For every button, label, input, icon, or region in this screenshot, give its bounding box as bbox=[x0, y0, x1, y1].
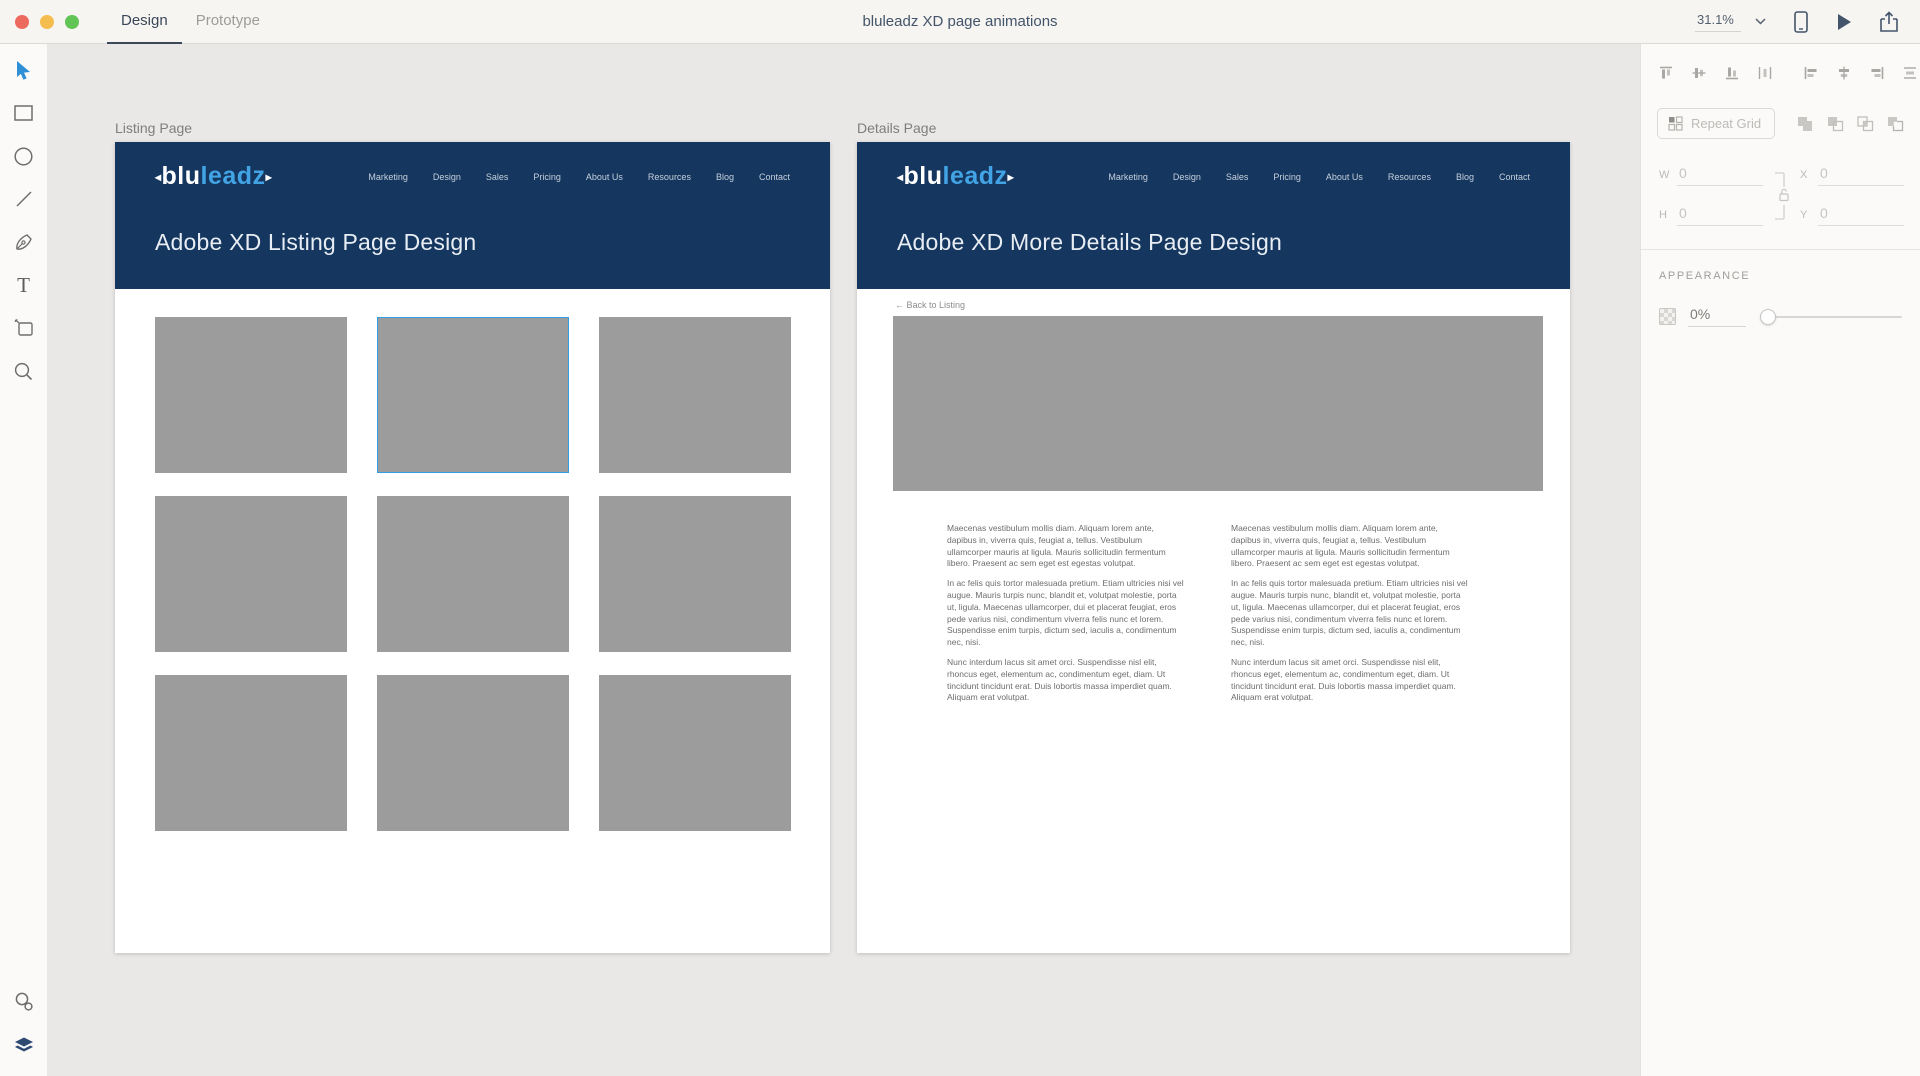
boolean-operations bbox=[1797, 116, 1904, 132]
artboard-tool-button[interactable] bbox=[12, 316, 36, 340]
share-button[interactable] bbox=[1880, 11, 1898, 32]
select-tool-icon bbox=[15, 60, 32, 80]
assets-panel-button[interactable] bbox=[12, 990, 36, 1014]
listing-header[interactable] bbox=[115, 142, 830, 289]
height-label: H bbox=[1659, 209, 1667, 221]
zoom-tool-icon bbox=[14, 362, 33, 381]
logo-right-mark: ▸ bbox=[265, 170, 273, 184]
align-middle-icon[interactable] bbox=[1692, 66, 1706, 80]
opacity-checker-icon bbox=[1659, 308, 1676, 325]
property-inspector bbox=[1640, 44, 1920, 1076]
appearance-header: APPEARANCE bbox=[1659, 270, 1751, 282]
image-placeholder-tile[interactable] bbox=[155, 675, 347, 831]
x-label: X bbox=[1800, 169, 1808, 181]
line-tool-button[interactable] bbox=[12, 187, 36, 211]
transform-section bbox=[1641, 139, 1920, 227]
bluleadz-logo[interactable] bbox=[155, 164, 272, 189]
nav-item[interactable]: Resources bbox=[647, 171, 691, 182]
select-tool-button[interactable] bbox=[12, 58, 36, 82]
image-placeholder-tile[interactable] bbox=[155, 317, 347, 473]
hero-image-placeholder[interactable] bbox=[893, 316, 1543, 491]
body-text-column-1[interactable] bbox=[947, 523, 1186, 712]
nav-item[interactable]: Pricing bbox=[533, 171, 561, 182]
logo-left-mark: ◂ bbox=[155, 170, 162, 184]
window-controls bbox=[15, 15, 79, 29]
body-paragraph: Maecenas vestibulum mollis diam. Aliquam lorem ante, dapibus in, viverra quis, feugiat a, tellus. Vestibulum ullamcorper mauris at ligula. Mauris sollicitudin fermentum libero. Praesent ac sem eget est egestas volutpat. bbox=[1231, 523, 1450, 569]
details-body bbox=[857, 289, 1570, 953]
text-tool-icon: T bbox=[17, 272, 30, 297]
pen-tool-icon bbox=[14, 232, 34, 252]
image-placeholder-tile[interactable] bbox=[155, 496, 347, 652]
align-center-icon[interactable] bbox=[1837, 66, 1851, 80]
nav-item[interactable]: Resources bbox=[1387, 171, 1431, 182]
lock-aspect-ratio-icon[interactable] bbox=[1771, 165, 1793, 227]
logo-part-blu: blu bbox=[903, 162, 943, 190]
listing-page-title[interactable]: Adobe XD Listing Page Design bbox=[155, 229, 477, 255]
align-bottom-icon[interactable] bbox=[1725, 66, 1739, 80]
add-icon[interactable] bbox=[1797, 116, 1814, 132]
artboard-wrap-listing bbox=[115, 120, 830, 953]
body-text-column-2[interactable] bbox=[1231, 523, 1470, 712]
ellipse-tool-icon bbox=[14, 147, 33, 166]
details-page-title[interactable]: Adobe XD More Details Page Design bbox=[897, 229, 1283, 255]
artboard-details[interactable] bbox=[857, 142, 1570, 953]
nav-item[interactable]: Design bbox=[1172, 171, 1201, 182]
zoom-level-dropdown[interactable] bbox=[1695, 12, 1766, 32]
layers-panel-button[interactable] bbox=[12, 1034, 36, 1058]
nav-item[interactable]: About Us bbox=[585, 171, 623, 182]
logo-right-mark: ▸ bbox=[1007, 170, 1015, 184]
appearance-section bbox=[1641, 250, 1920, 327]
nav-item[interactable]: Pricing bbox=[1273, 171, 1301, 182]
nav-item[interactable]: Blog bbox=[715, 171, 734, 182]
body-paragraph: In ac felis quis tortor malesuada pretium. Etiam ultricies nisi vel augue. Mauris turpis nunc, blandit et, volutpat molestie, porta ut, ligula. Maecenas ullamcorper, dui et placerat feugiat, eros pede varius nisi, condimentum viverra felis nunc et lorem. Suspendisse enim turpis, dictum sed, iaculis a, condimentum nec, nisi. bbox=[947, 578, 1184, 648]
image-placeholder-tile[interactable] bbox=[377, 675, 569, 831]
share-icon bbox=[1880, 11, 1898, 32]
details-site-nav bbox=[1108, 172, 1530, 182]
artboard-label-listing[interactable]: Listing Page bbox=[115, 120, 193, 136]
pen-tool-button[interactable] bbox=[12, 230, 36, 254]
mode-tabs bbox=[107, 0, 274, 44]
document-title: bluleadz XD page animations bbox=[862, 13, 1058, 30]
body-paragraph: Maecenas vestibulum mollis diam. Aliquam lorem ante, dapibus in, viverra quis, feugiat a, tellus. Vestibulum ullamcorper mauris at ligula. Mauris sollicitudin fermentum libero. Praesent ac sem eget est egestas volutpat. bbox=[947, 523, 1166, 569]
image-placeholder-tile[interactable] bbox=[377, 317, 569, 473]
width-field[interactable]: 0 bbox=[1677, 165, 1763, 186]
text-tool-button[interactable] bbox=[12, 273, 36, 297]
exclude-overlap-icon[interactable] bbox=[1887, 116, 1904, 132]
object-actions-row bbox=[1641, 100, 1920, 139]
align-left-icon[interactable] bbox=[1804, 66, 1818, 80]
rectangle-tool-button[interactable] bbox=[12, 101, 36, 125]
artboard-tool-icon bbox=[14, 319, 34, 337]
y-label: Y bbox=[1800, 209, 1808, 221]
nav-item[interactable]: Contact bbox=[758, 171, 790, 182]
logo-part-leadz: leadz bbox=[942, 162, 1008, 190]
zoom-level-value[interactable]: 31.1% bbox=[1695, 12, 1741, 32]
repeat-grid-button[interactable] bbox=[1657, 108, 1775, 139]
align-top-icon[interactable] bbox=[1659, 66, 1673, 80]
align-right-icon[interactable] bbox=[1870, 66, 1884, 80]
zoom-tool-button[interactable] bbox=[12, 359, 36, 383]
artboard-wrap-details bbox=[857, 120, 1570, 953]
ellipse-tool-button[interactable] bbox=[12, 144, 36, 168]
nav-item[interactable]: Contact bbox=[1498, 171, 1530, 182]
tool-rail bbox=[0, 44, 47, 1076]
nav-item[interactable]: Marketing bbox=[368, 171, 408, 182]
artboard-label-details[interactable]: Details Page bbox=[857, 120, 937, 136]
repeat-grid-label: Repeat Grid bbox=[1691, 116, 1762, 131]
artboard-listing[interactable] bbox=[115, 142, 830, 953]
design-canvas[interactable] bbox=[47, 44, 1640, 1076]
details-header[interactable] bbox=[857, 142, 1570, 289]
body-paragraph: In ac felis quis tortor malesuada pretium. Etiam ultricies nisi vel augue. Mauris turpis nunc, blandit et, volutpat molestie, porta ut, ligula. Maecenas ullamcorper, dui et placerat feugiat, eros pede varius nisi, condimentum viverra felis nunc et lorem. Suspendisse enim turpis, dictum sed, iaculis a, condimentum nec, nisi. bbox=[1231, 578, 1468, 648]
height-field[interactable]: 0 bbox=[1677, 205, 1763, 226]
listing-tile-grid bbox=[115, 289, 830, 831]
close-window-button[interactable] bbox=[15, 15, 29, 29]
nav-item[interactable]: Marketing bbox=[1108, 171, 1148, 182]
nav-item[interactable]: Sales bbox=[485, 171, 509, 182]
image-placeholder-tile[interactable] bbox=[599, 496, 791, 652]
zoom-window-button[interactable] bbox=[65, 15, 79, 29]
distribute-horizontal-icon[interactable] bbox=[1758, 66, 1772, 80]
back-to-listing-link[interactable]: ← Back to Listing bbox=[895, 300, 966, 310]
listing-site-nav bbox=[368, 172, 790, 182]
intersect-icon[interactable] bbox=[1857, 116, 1874, 132]
minimize-window-button[interactable] bbox=[40, 15, 54, 29]
chevron-down-icon bbox=[1755, 18, 1766, 25]
distribute-vertical-icon[interactable] bbox=[1903, 66, 1917, 80]
image-placeholder-tile[interactable] bbox=[599, 675, 791, 831]
opacity-row bbox=[1659, 306, 1904, 327]
logo-part-leadz: leadz bbox=[200, 162, 266, 190]
opacity-slider-handle[interactable] bbox=[1760, 309, 1776, 325]
nav-item[interactable]: Sales bbox=[1225, 171, 1249, 182]
rectangle-tool-icon bbox=[14, 105, 33, 121]
line-tool-icon bbox=[15, 190, 33, 208]
device-preview-button[interactable] bbox=[1794, 11, 1808, 33]
repeat-grid-icon bbox=[1668, 116, 1683, 131]
opacity-slider-track[interactable] bbox=[1760, 316, 1902, 318]
x-field[interactable]: 0 bbox=[1818, 165, 1904, 186]
body-paragraph: Nunc interdum lacus sit amet orci. Suspendisse nisl elit, rhoncus eget, elementum ac, condimentum eget, diam. Ut tincidunt tincidunt erat. Duis lobortis massa imperdiet quam. Aliquam erat volutpat. bbox=[1231, 656, 1456, 703]
body-paragraph: Nunc interdum lacus sit amet orci. Suspendisse nisl elit, rhoncus eget, elementum ac, condimentum eget, diam. Ut tincidunt tincidunt erat. Duis lobortis massa imperdiet quam. Aliquam erat volutpat. bbox=[947, 656, 1172, 703]
titlebar bbox=[0, 0, 1920, 44]
width-label: W bbox=[1659, 169, 1670, 181]
nav-item[interactable]: Blog bbox=[1455, 171, 1474, 182]
nav-item[interactable]: Design bbox=[432, 171, 461, 182]
image-placeholder-tile[interactable] bbox=[599, 317, 791, 473]
tab-prototype[interactable]: Prototype bbox=[195, 12, 260, 29]
tab-design[interactable]: Design bbox=[107, 0, 182, 44]
play-icon bbox=[1836, 13, 1852, 31]
layers-icon bbox=[14, 1037, 34, 1055]
nav-item[interactable]: About Us bbox=[1325, 171, 1363, 182]
assets-icon bbox=[14, 992, 34, 1012]
play-preview-button[interactable] bbox=[1836, 13, 1852, 31]
y-field[interactable]: 0 bbox=[1818, 205, 1904, 226]
subtract-icon[interactable] bbox=[1827, 116, 1844, 132]
opacity-slider[interactable] bbox=[1760, 309, 1902, 325]
alignment-toolbar bbox=[1641, 44, 1920, 100]
logo-part-blu: blu bbox=[161, 162, 201, 190]
logo-left-mark: ◂ bbox=[897, 170, 904, 184]
bluleadz-logo[interactable] bbox=[897, 164, 1014, 189]
device-preview-icon bbox=[1794, 11, 1808, 33]
image-placeholder-tile[interactable] bbox=[377, 496, 569, 652]
opacity-field[interactable]: 0% bbox=[1688, 306, 1746, 327]
